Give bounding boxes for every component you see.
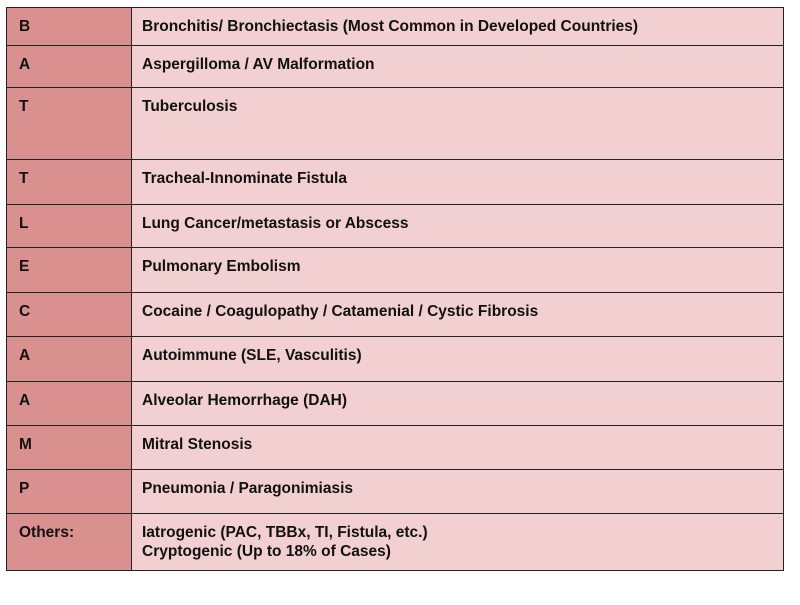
table-row: [7, 382, 784, 426]
row-description: Bronchitis/ Bronchiectasis (Most Common in Developed Countries): [132, 8, 784, 46]
row-letter: P: [7, 470, 132, 514]
table-row: [7, 160, 784, 205]
row-letter: L: [7, 205, 132, 248]
table-row: [7, 46, 784, 88]
mnemonic-table-container: [6, 7, 784, 571]
table-row: [7, 88, 784, 160]
row-description: Mitral Stenosis: [132, 426, 784, 470]
row-description: Pulmonary Embolism: [132, 248, 784, 293]
row-letter: T: [7, 88, 132, 160]
row-letter: A: [7, 337, 132, 382]
mnemonic-table: [6, 7, 784, 571]
row-letter: A: [7, 46, 132, 88]
table-row: [7, 426, 784, 470]
table-row: [7, 293, 784, 337]
table-row: [7, 205, 784, 248]
row-description: Autoimmune (SLE, Vasculitis): [132, 337, 784, 382]
table-row: [7, 8, 784, 46]
row-description: Pneumonia / Paragonimiasis: [132, 470, 784, 514]
row-letter: A: [7, 382, 132, 426]
row-letter: M: [7, 426, 132, 470]
row-description: Tuberculosis: [132, 88, 784, 160]
table-row: [7, 248, 784, 293]
row-letter: T: [7, 160, 132, 205]
table-row-others: [7, 514, 784, 571]
others-line-cryptogenic: Cryptogenic (Up to 18% of Cases): [142, 543, 391, 560]
row-letter: C: [7, 293, 132, 337]
row-description: Cocaine / Coagulopathy / Catamenial / Cystic Fibrosis: [132, 293, 784, 337]
table-row: [7, 470, 784, 514]
row-description: Tracheal-Innominate Fistula: [132, 160, 784, 205]
row-description: Aspergilloma / AV Malformation: [132, 46, 784, 88]
others-description: [132, 514, 784, 571]
table-row: [7, 337, 784, 382]
row-letter: E: [7, 248, 132, 293]
others-label: Others:: [7, 514, 132, 571]
others-line-iatrogenic: Iatrogenic (PAC, TBBx, TI, Fistula, etc.): [142, 524, 428, 541]
row-description: Lung Cancer/metastasis or Abscess: [132, 205, 784, 248]
row-description: Alveolar Hemorrhage (DAH): [132, 382, 784, 426]
row-letter: B: [7, 8, 132, 46]
